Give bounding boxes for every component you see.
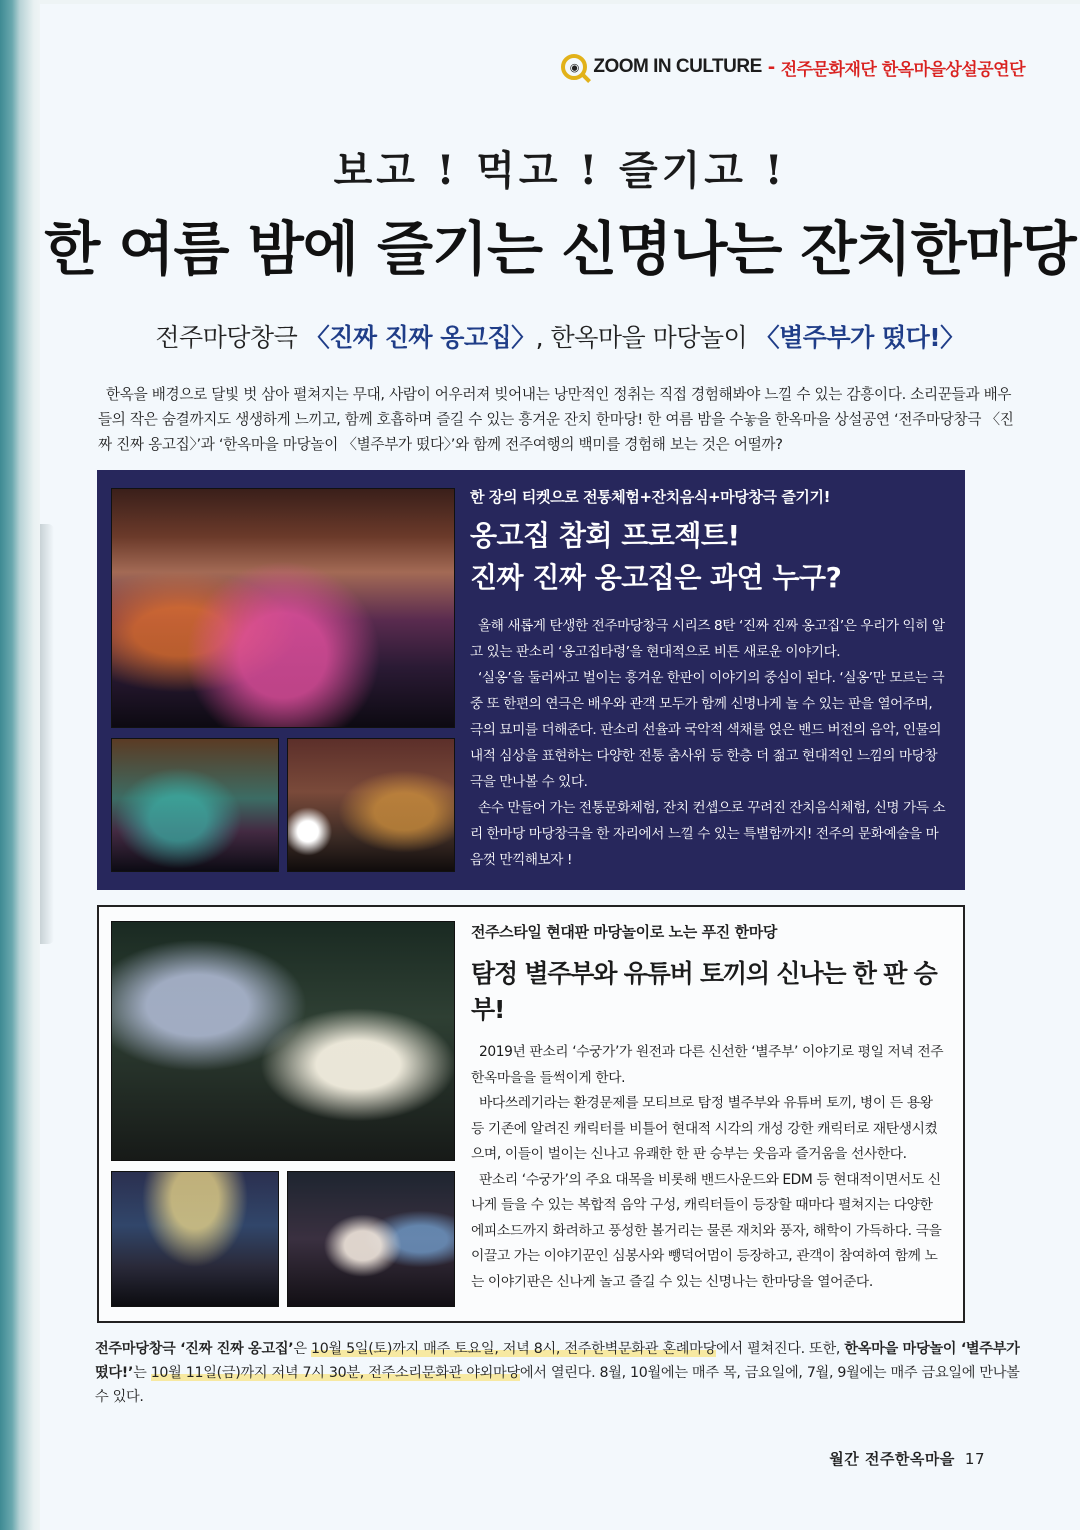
byeoljubu-paragraph: 판소리 ‘수궁가’의 주요 대목을 비롯해 밴드사운드와 EDM 등 현대적이면서도 신나게 들을 수 있는 복합적 음악 구성, 캐릭터들이 등장할 때마다 펼쳐지는 다양한 에피소드까지 화려하고 풍성한 볼거리는 물론 재치와 풍자, 해학이 가득하다. 극을 이끌고 가는 이야기꾼인 심봉사와 뺑덕어멈이 등장하고, 관객이 참여하여 함께 노는 이야기판은 신나게 놀고 즐길 수 있는 신명나는 한마당을 열어준다.	[471, 1171, 942, 1290]
subtitle-prefix: 전주마당창극	[155, 323, 305, 352]
article-kicker: 보고 ! 먹고 ! 즐기고 !	[333, 147, 787, 194]
section-label-en: ZOOM IN CULTURE	[593, 56, 762, 77]
ongojip-stage-photo-small-1	[111, 738, 279, 872]
byeoljubu-paragraph: 2019년 판소리 ‘수궁가’가 원전과 다른 신선한 ‘별주부’ 이야기로 평일 저녁 전주한옥마을을 들썩이게 한다.	[471, 1044, 944, 1086]
schedule-highlight-1: 10월 5일(토)까지 매주 토요일, 저녁 8시, 전주한벽문화관 혼례마당	[311, 1341, 716, 1357]
schedule-show-2: 한옥마을 마당놀이 ‘별주부가 떴다!’	[95, 1341, 1020, 1381]
ongojip-headline	[470, 515, 948, 599]
byeoljubu-audience-photo	[111, 1171, 279, 1307]
ongojip-stage-photo-main	[111, 488, 455, 728]
ongojip-kicker: 한 장의 티켓으로 전통체험+잔치음식+마당창극 즐기기!	[470, 488, 831, 506]
magnifier-eye-icon: ◉	[561, 54, 587, 80]
schedule-text: 에서 열린다. 8월, 10월에는 매주 목, 금요일에, 7월, 9월에는 매주 금요일에 만나볼 수 있다.	[95, 1365, 1020, 1405]
page-number: 17	[964, 1450, 985, 1468]
ongojip-paragraph: ‘실옹’을 둘러싸고 벌이는 흥겨운 한판이 이야기의 중심이 된다. ‘실옹’만 모르는 극중 또 한편의 연극은 배우와 관객 모두가 함께 신명나게 놀 수 있는 판을 열어주며, 극의 묘미를 더해준다. 판소리 선율과 국악적 색채를 얹은 밴드 버전의 음악, 인물의 내적 심상을 표현하는 다양한 전통 춤사위 등 한층 더 젊고 현대적인 느낌의 마당창극을 만나볼 수 있다.	[470, 670, 945, 790]
intro-paragraph: 한옥을 배경으로 달빛 벗 삼아 펼쳐지는 무대, 사람이 어우러져 빚어내는 낭만적인 정취는 직접 경험해봐야 느낄 수 있는 감흥이다. 소리꾼들과 배우들의 작은 숨결까지도 생생하게 느끼고, 함께 호흡하며 즐길 수 있는 흥겨운 잔치 한마당! 한 여름 밤을 수놓을 한옥마을 상설공연 ‘전주마당창극 〈진짜 진짜 옹고집〉’과 ‘한옥마을 마당놀이 〈별주부가 떴다〉’와 함께 전주여행의 백미를 경험해 보는 것은 어떨까?	[98, 386, 1014, 453]
page-fold-shadow	[40, 524, 54, 944]
byeoljubu-body	[471, 1040, 947, 1295]
byeoljubu-kicker: 전주스타일 현대판 마당놀이로 노는 푸진 한마당	[471, 923, 777, 941]
magazine-name: 월간 전주한옥마을	[829, 1450, 955, 1468]
schedule-highlight-2: 10월 11일(금)까지 저녁 7시 30분, 전주소리문화관 야외마당	[150, 1365, 520, 1381]
byeoljubu-headline: 탐정 별주부와 유튜버 토끼의 신나는 한 판 승부!	[471, 959, 937, 1024]
byeoljubu-feature-box	[97, 905, 965, 1323]
ongojip-headline-line-2: 진짜 진짜 옹고집은 과연 누구?	[470, 561, 842, 594]
schedule-text: 에서 펼쳐진다. 또한,	[716, 1341, 845, 1357]
magazine-page	[40, 4, 1080, 1530]
section-header	[561, 54, 1025, 80]
ongojip-headline-line-1: 옹고집 참회 프로젝트!	[470, 519, 740, 552]
article-title: 한 여름 밤에 즐기는 신명나는 잔치한마당	[44, 215, 1076, 283]
byeoljubu-paragraph: 바다쓰레기라는 환경문제를 모티브로 탐정 별주부와 유튜버 토끼, 병이 든 용왕 등 기존에 알려진 캐릭터를 비틀어 현대적 시각의 개성 강한 캐릭터로 재탄생시켰으며, 이들이 벌이는 신나고 유쾌한 한 판 승부는 웃음과 즐거움을 선사한다.	[471, 1095, 938, 1162]
ongojip-feature-box	[97, 470, 965, 890]
ongojip-stage-photo-small-2	[287, 738, 455, 872]
ongojip-paragraph: 올해 새롭게 탄생한 전주마당창극 시리즈 8탄 ‘진짜 진짜 옹고집’은 우리가 익히 알고 있는 판소리 ‘옹고집타령’을 현대적으로 비튼 새로운 이야기다.	[470, 618, 945, 660]
ongojip-paragraph: 손수 만들어 가는 전통문화체험, 잔치 컨셉으로 꾸려진 잔치음식체험, 신명 가득 소리 한마당 마당창극을 한 자리에서 느낄 수 있는 특별함까지! 전주의 문화예술을 마음껏 만끽해보자 !	[470, 800, 946, 868]
schedule-text: 는	[133, 1365, 151, 1381]
subtitle-middle: , 한옥마을 마당놀이	[535, 323, 755, 352]
schedule-text: 은	[293, 1341, 311, 1357]
article-subtitle	[40, 318, 1080, 354]
subtitle-show-1: 〈진짜 진짜 옹고집〉	[304, 323, 536, 352]
subtitle-show-2: 〈별주부가 떴다!〉	[754, 323, 965, 352]
byeoljubu-stage-photo	[287, 1171, 455, 1307]
section-separator: -	[767, 56, 775, 78]
ongojip-body	[470, 613, 948, 873]
section-label-ko: 전주문화재단 한옥마을상설공연단	[780, 59, 1025, 80]
byeoljubu-text	[471, 921, 947, 1295]
byeoljubu-rabbit-photo-main	[111, 921, 455, 1161]
schedule-show-1: 전주마당창극 ‘진짜 진짜 옹고집’	[95, 1341, 294, 1357]
page-folio	[829, 1448, 985, 1469]
schedule-note	[95, 1337, 1025, 1409]
ongojip-text	[470, 486, 948, 873]
